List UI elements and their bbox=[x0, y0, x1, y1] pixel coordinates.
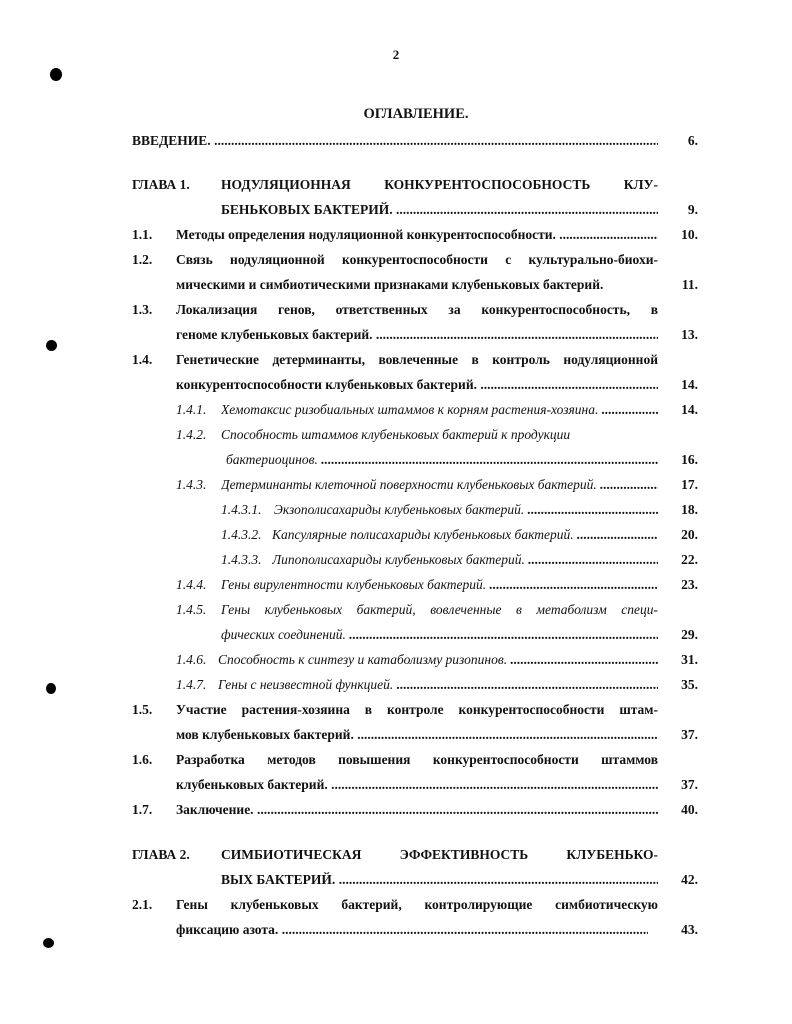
toc-entry-2-1[interactable] bbox=[132, 892, 698, 917]
entry-number: 1.4. bbox=[132, 352, 153, 367]
toc-entry-1-4-3[interactable] bbox=[132, 472, 698, 497]
toc-entry-chapter-1[interactable] bbox=[132, 172, 698, 197]
entry-page: 17. bbox=[681, 477, 698, 492]
entry-page: 6. bbox=[687, 133, 698, 148]
entry-page: 37. bbox=[681, 777, 698, 792]
entry-title-line1: НОДУЛЯЦИОННАЯ КОНКУРЕНТОСПОСОБНОСТЬ КЛУ- bbox=[221, 177, 658, 192]
toc-entry-1-4-2-cont[interactable] bbox=[132, 447, 698, 472]
toc-entry-1-4-4[interactable] bbox=[132, 572, 698, 597]
punch-hole-mark bbox=[46, 683, 56, 694]
entry-title-line2: клубеньковых бактерий. ..... bbox=[176, 772, 658, 797]
entry-title: Методы определения нодуляционной конкурентоспособности. ..... bbox=[176, 222, 658, 247]
entry-title: Капсулярные полисахариды клубеньковых бактерий. ..... bbox=[272, 522, 658, 547]
entry-number: 1.3. bbox=[132, 302, 153, 317]
entry-title-line1: СИМБИОТИЧЕСКАЯ ЭФФЕКТИВНОСТЬ КЛУБЕНЬКО- bbox=[221, 847, 658, 862]
entry-page: 22. bbox=[681, 552, 698, 567]
entry-number: 1.4.4. bbox=[176, 577, 207, 592]
entry-title: Заключение. ..... bbox=[176, 797, 658, 822]
entry-number: ГЛАВА 2. bbox=[132, 847, 190, 862]
toc-entry-1-4-5[interactable] bbox=[132, 597, 698, 622]
entry-title-line2: фических соединений. ..... bbox=[221, 622, 658, 647]
toc-entry-1-4-3-1[interactable] bbox=[132, 497, 698, 522]
entry-number: 1.4.3. bbox=[176, 477, 207, 492]
entry-number: 1.6. bbox=[132, 752, 153, 767]
punch-hole-mark bbox=[46, 340, 57, 351]
entry-title-line2: БЕНЬКОВЫХ БАКТЕРИЙ. ..... bbox=[221, 197, 658, 222]
entry-page: 29. bbox=[681, 627, 698, 642]
entry-title-line2: мическими и симбиотическими признаками клубеньковых бактерий. bbox=[176, 277, 604, 292]
toc-entry-1-4-5-cont[interactable] bbox=[132, 622, 698, 647]
page-number: 2 bbox=[392, 47, 400, 62]
entry-number: 1.5. bbox=[132, 702, 153, 717]
toc-title: ОГЛАВЛЕНИЕ. bbox=[363, 106, 469, 122]
entry-number: 1.4.5. bbox=[176, 602, 207, 617]
toc-entry-chapter-2[interactable] bbox=[132, 842, 698, 867]
toc-entry-2-1-cont[interactable] bbox=[132, 917, 698, 942]
toc-entry-1-4-7[interactable] bbox=[132, 672, 698, 697]
toc-entry-1-5[interactable] bbox=[132, 697, 698, 722]
toc-entry-1-3[interactable] bbox=[132, 297, 698, 322]
entry-number: 1.4.6. bbox=[176, 652, 207, 667]
entry-page: 18. bbox=[681, 502, 698, 517]
entry-title-line2: фиксацию азота. ..... bbox=[176, 917, 648, 942]
toc-entry-1-4-cont[interactable] bbox=[132, 372, 698, 397]
entry-page: 43. bbox=[681, 922, 698, 937]
toc-entry-1-7[interactable] bbox=[132, 797, 698, 822]
entry-number: 1.4.3.3. bbox=[221, 552, 262, 567]
toc-entry-1-2[interactable] bbox=[132, 247, 698, 272]
toc-entry-1-5-cont[interactable] bbox=[132, 722, 698, 747]
entry-page: 14. bbox=[681, 402, 698, 417]
entry-title-line2: геноме клубеньковых бактерий. ..... bbox=[176, 322, 658, 347]
toc-entry-1-6[interactable] bbox=[132, 747, 698, 772]
toc-entry-1-4-2[interactable] bbox=[132, 422, 698, 447]
entry-number: 1.4.1. bbox=[176, 402, 207, 417]
entry-title-line1: Способность штаммов клубеньковых бактерий к продукции bbox=[221, 427, 571, 442]
toc-entry-1-4-1[interactable] bbox=[132, 397, 698, 422]
toc-entry-chapter-2-cont[interactable] bbox=[132, 867, 698, 892]
entry-title: Способность к синтезу и катаболизму ризопинов. ..... bbox=[218, 647, 658, 672]
entry-number: 1.4.3.2. bbox=[221, 527, 262, 542]
toc-entry-1-4-3-2[interactable] bbox=[132, 522, 698, 547]
entry-page: 35. bbox=[681, 677, 698, 692]
entry-title: Гены с неизвестной функцией. ..... bbox=[218, 672, 658, 697]
entry-page: 20. bbox=[681, 527, 698, 542]
punch-hole-mark bbox=[43, 938, 54, 948]
entry-title: ВВЕДЕНИЕ. ..... bbox=[132, 128, 658, 153]
entry-page: 14. bbox=[681, 377, 698, 392]
punch-hole-mark bbox=[50, 68, 62, 81]
toc-entry-1-2-cont[interactable] bbox=[132, 272, 698, 297]
entry-page: 23. bbox=[681, 577, 698, 592]
entry-page: 10. bbox=[681, 227, 698, 242]
entry-title-line2: бактериоцинов. ..... bbox=[226, 447, 658, 472]
toc-entry-1-4-6[interactable] bbox=[132, 647, 698, 672]
entry-page: 31. bbox=[681, 652, 698, 667]
toc-entry-1-4[interactable] bbox=[132, 347, 698, 372]
entry-number: 1.4.3.1. bbox=[221, 502, 262, 517]
entry-page: 16. bbox=[681, 452, 698, 467]
entry-title-line2: конкурентоспособности клубеньковых бактерий. ..... bbox=[176, 372, 658, 397]
entry-number: 1.1. bbox=[132, 227, 153, 242]
entry-number: 2.1. bbox=[132, 897, 153, 912]
toc-entry-chapter-1-cont[interactable] bbox=[132, 197, 698, 222]
entry-number: 1.7. bbox=[132, 802, 153, 817]
entry-title-line2: мов клубеньковых бактерий. ..... bbox=[176, 722, 658, 747]
entry-page: 9. bbox=[687, 202, 698, 217]
entry-page: 40. bbox=[681, 802, 698, 817]
entry-title-line1: Связь нодуляционной конкурентоспособности с культурально-биохи- bbox=[176, 252, 658, 267]
entry-title: Детерминанты клеточной поверхности клубеньковых бактерий. ..... bbox=[221, 472, 658, 497]
entry-title-line1: Участие растения-хозяина в контроле конкурентоспособности штам- bbox=[176, 702, 658, 717]
entry-title: Гены вирулентности клубеньковых бактерий. ..... bbox=[221, 572, 658, 597]
entry-title: Липополисахариды клубеньковых бактерий. ..... bbox=[272, 547, 658, 572]
entry-title-line2: ВЫХ БАКТЕРИЙ. ..... bbox=[221, 867, 658, 892]
entry-title: Хемотаксис ризобиальных штаммов к корням растения-хозяина. ..... bbox=[221, 397, 658, 422]
entry-title-line1: Разработка методов повышения конкурентоспособности штаммов bbox=[176, 752, 658, 767]
entry-number: ГЛАВА 1. bbox=[132, 177, 190, 192]
toc-entry-1-4-3-3[interactable] bbox=[132, 547, 698, 572]
entry-title-line1: Гены клубеньковых бактерий, вовлеченные в метаболизм специ- bbox=[221, 602, 658, 617]
entry-page: 13. bbox=[681, 327, 698, 342]
entry-page: 11. bbox=[681, 277, 698, 292]
entry-title-line1: Локализация генов, ответственных за конкурентоспособность, в bbox=[176, 302, 658, 317]
toc-entry-introduction[interactable] bbox=[132, 128, 698, 153]
toc-entry-1-3-cont[interactable] bbox=[132, 322, 698, 347]
entry-page: 42. bbox=[681, 872, 698, 887]
entry-page: 37. bbox=[681, 727, 698, 742]
toc-entry-1-1[interactable] bbox=[132, 222, 698, 247]
entry-number: 1.4.7. bbox=[176, 677, 207, 692]
entry-title-line1: Гены клубеньковых бактерий, контролирующие симбиотическую bbox=[176, 897, 658, 912]
entry-number: 1.4.2. bbox=[176, 427, 207, 442]
entry-title: Экзополисахариды клубеньковых бактерий. ..... bbox=[274, 497, 658, 522]
entry-number: 1.2. bbox=[132, 252, 153, 267]
entry-title-line1: Генетические детерминанты, вовлеченные в контроль нодуляционной bbox=[176, 352, 658, 367]
toc-entry-1-6-cont[interactable] bbox=[132, 772, 698, 797]
